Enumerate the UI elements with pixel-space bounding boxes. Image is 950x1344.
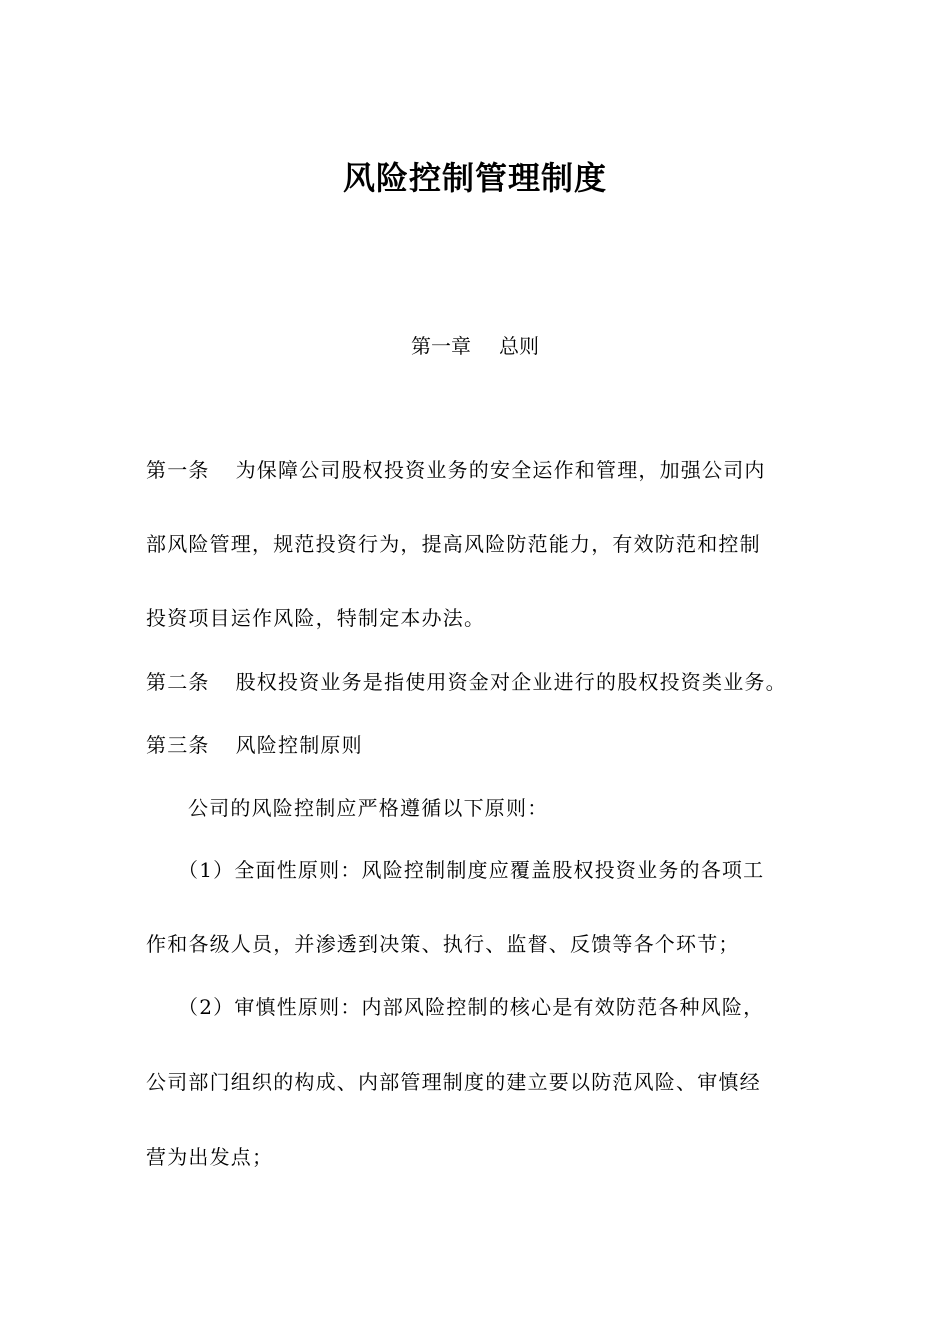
article-2-label: 第二条 — [146, 670, 210, 694]
article-1-line-2: 部风险管理，规范投资行为，提高风险防范能力，有效防范和控制 — [146, 532, 761, 556]
article-3-intro: 公司的风险控制应严格遵循以下原则： — [188, 796, 549, 820]
article-3-heading: 风险控制原则 — [235, 733, 363, 757]
principle-2-line-3: 营为出发点； — [146, 1145, 274, 1169]
principle-1-line-1: （1）全面性原则：风险控制制度应覆盖股权投资业务的各项工 — [178, 858, 765, 882]
principle-1-line-2: 作和各级人员，并渗透到决策、执行、监督、反馈等各个环节； — [146, 932, 740, 956]
article-1-text-1: 为保障公司股权投资业务的安全运作和管理，加强公司内 — [235, 458, 766, 482]
document-title: 风险控制管理制度 — [342, 159, 607, 197]
principle-2-line-2: 公司部门组织的构成、内部管理制度的建立要以防范风险、审慎经 — [146, 1070, 761, 1094]
article-1-line-1 — [146, 452, 816, 488]
chapter-heading — [0, 328, 950, 364]
article-1-label: 第一条 — [146, 458, 210, 482]
chapter-number: 第一章 — [411, 334, 471, 358]
article-3-label: 第三条 — [146, 733, 210, 757]
chapter-name: 总则 — [499, 334, 539, 358]
article-3-line — [146, 727, 816, 763]
article-1-line-3: 投资项目运作风险，特制定本办法。 — [146, 606, 486, 630]
article-2-text: 股权投资业务是指使用资金对企业进行的股权投资类业务。 — [235, 670, 787, 694]
article-2-line — [146, 664, 816, 700]
principle-2-line-1: （2）审慎性原则：内部风险控制的核心是有效防范各种风险， — [178, 995, 765, 1019]
